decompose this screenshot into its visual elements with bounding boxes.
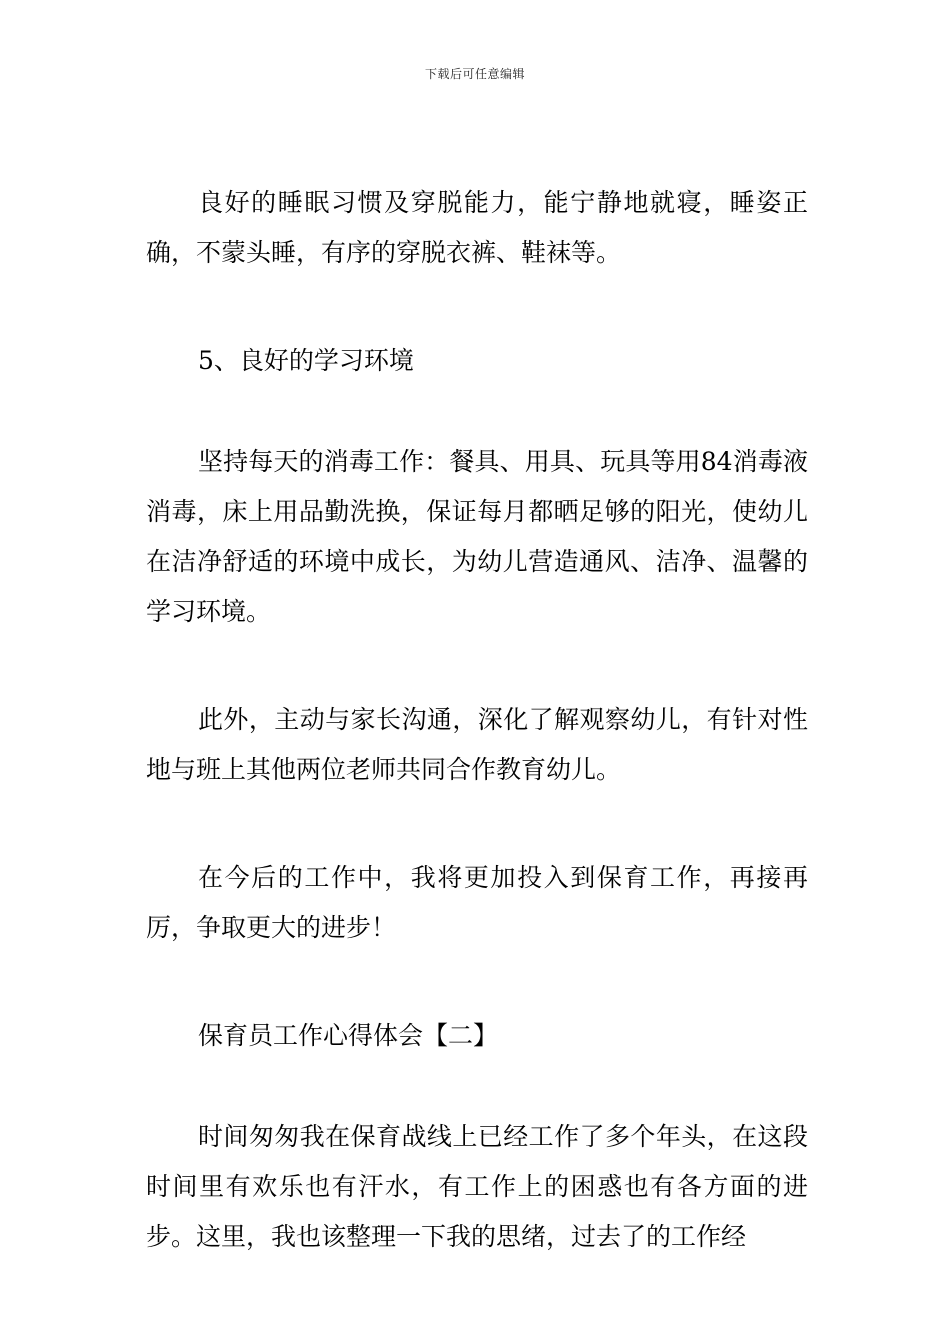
- paragraph-sleep-habits: 良好的睡眠习惯及穿脱能力，能宁静地就寝，睡姿正确，不蒙头睡，有序的穿脱衣裤、鞋袜等。: [146, 188, 808, 267]
- paragraph-time-passes: 时间匆匆我在保育战线上已经工作了多个年头，在这段时间里有欢乐也有汗水，有工作上的困惑也有各方面的进步。这里，我也该整理一下我的思绪，过去了的工作经: [146, 1122, 808, 1251]
- paragraph-disinfection: 坚持每天的消毒工作：餐具、用具、玩具等用84消毒液消毒，床上用品勤洗换，保证每月都晒足够的阳光，使幼儿在洁净舒适的环境中成长，为幼儿营造通风、洁净、温馨的学习环境。: [146, 447, 808, 626]
- paragraph-future-work: 在今后的工作中，我将更加投入到保育工作，再接再厉，争取更大的进步！: [146, 863, 808, 942]
- page-header: 下载后可任意编辑: [424, 67, 525, 81]
- paragraph-parent-communication: 此外，主动与家长沟通，深化了解观察幼儿，有针对性地与班上其他两位老师共同合作教育幼儿。: [146, 705, 808, 784]
- section-heading-learning-environment: 5、良好的学习环境: [198, 346, 414, 375]
- section-title-part-two: 保育员工作心得体会【二】: [198, 1021, 499, 1050]
- document-body: [146, 178, 808, 1320]
